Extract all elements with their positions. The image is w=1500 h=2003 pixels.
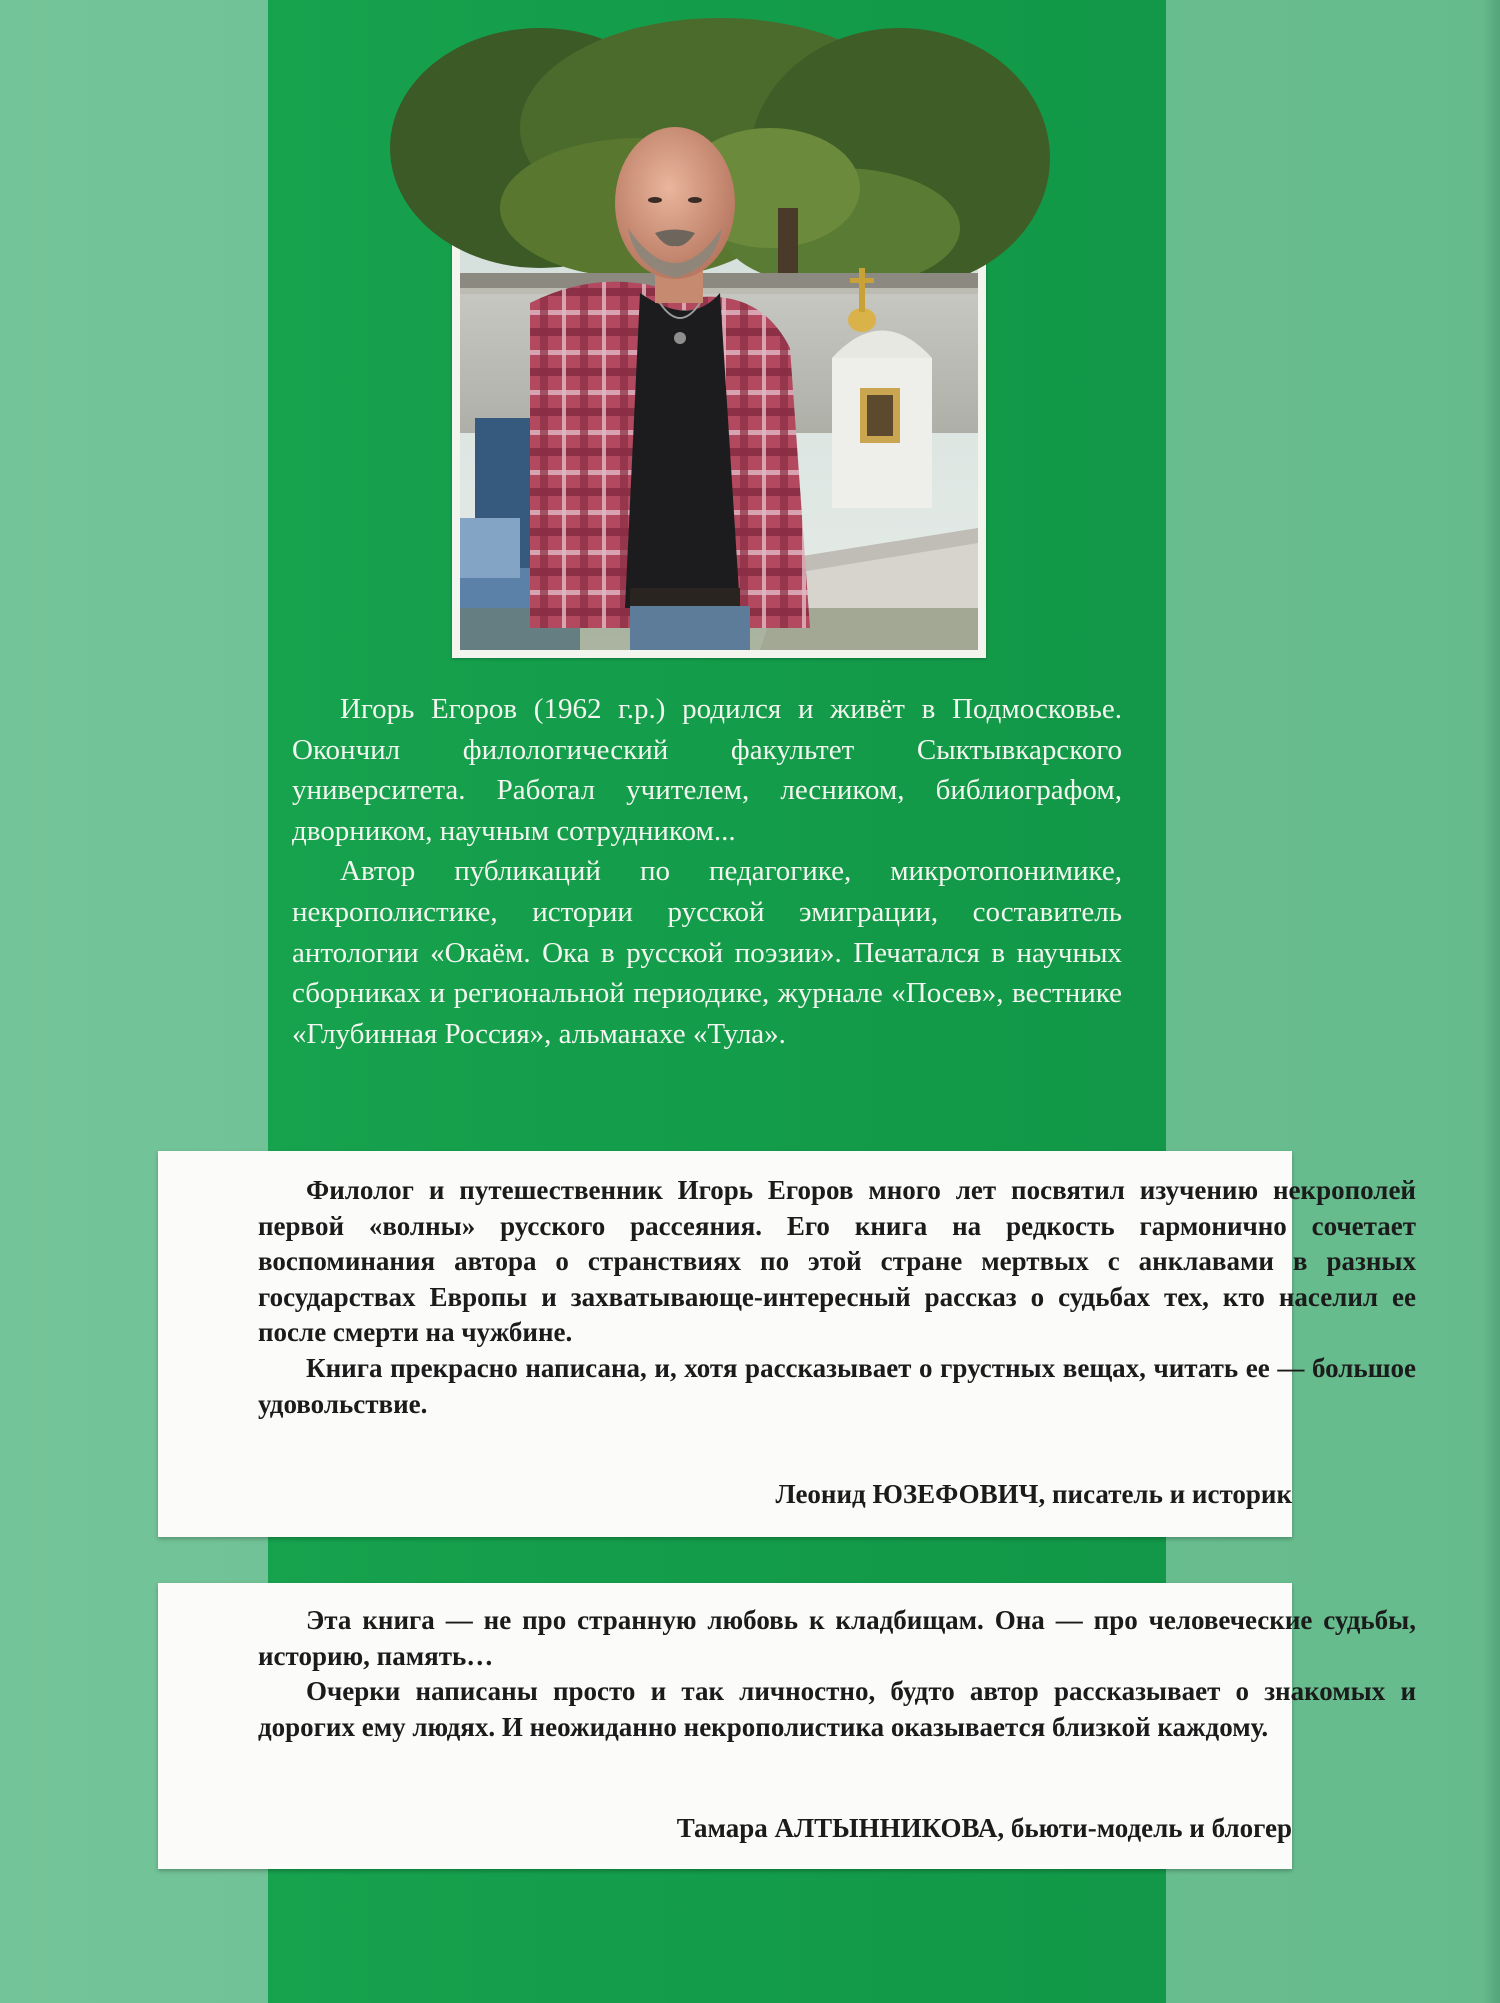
review-author: Леонид ЮЗЕФОВИЧ, писатель и историк [775,1479,1292,1509]
bio-paragraph: Автор публикаций по педагогике, микротопонимике, некрополистике, истории русской эмиграции, составитель антологии «Окаём. Ока в русской поэзии». Печатался в научных сборниках и региональной периодике, журнале «Посев», вестнике «Глубинная Россия», альманахе «Тула». [292,855,1122,1050]
cover-edge-shadow [1482,0,1500,2003]
author-biography [292,689,1122,1054]
review-paragraph: Филолог и путешественник Игорь Егоров много лет посвятил изучению некрополей первой «волны» русского рассеяния. Его книга на редкость гармонично сочетает воспоминания автора о странствиях по этой стране мертвых с анклавами в разных государствах Европы и захватывающе-интересный рассказ о судьбах тех, кто населил ее после смерти на чужбине. [258,1175,1416,1348]
review-paragraph: Книга прекрасно написана, и, хотя рассказывает о грустных вещах, читать ее — большое удовольствие. [258,1352,1416,1419]
review-card [158,1583,1416,1869]
review-paragraph: Эта книга — не про странную любовь к кладбищам. Она — про человеческие судьбы, историю, память… [258,1605,1416,1671]
bio-paragraph: Игорь Егоров (1962 г.р.) родился и живёт в Подмосковье. Окончил филологический факультет Сыктывкарского университета. Работал учителем, лесником, библиографом, дворником, научным сотрудником... [292,693,1122,847]
review-card [158,1151,1416,1537]
review-author: Тамара АЛТЫННИКОВА, бьюти-модель и блогер [676,1813,1292,1843]
author-photo-frame [452,80,986,658]
review-paragraph: Очерки написаны просто и так личностно, будто автор рассказывает о знакомых и дорогих ему людях. И неожиданно некрополистика оказывается близкой каждому. [258,1676,1416,1742]
author-photo [460,88,978,650]
review-text [258,1603,1416,1745]
review-text [258,1173,1416,1422]
